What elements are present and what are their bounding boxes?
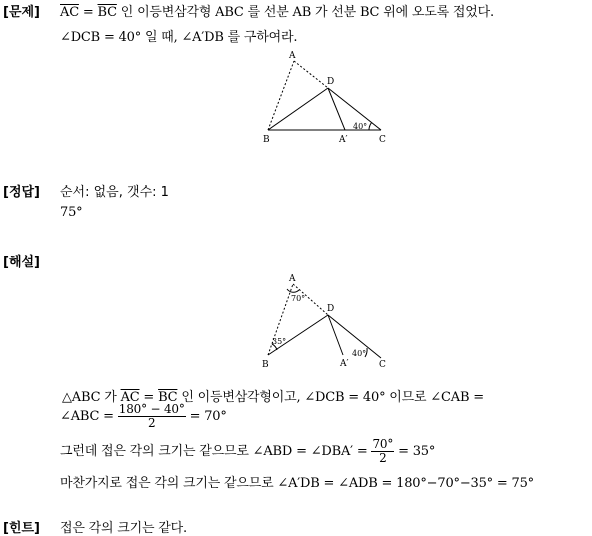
edge-bd bbox=[268, 88, 328, 130]
solution-line-2-prefix: ∠ABC = bbox=[60, 409, 118, 424]
segment-bc: $\overline{BC}$ bbox=[158, 390, 178, 405]
equals-sign: = bbox=[139, 390, 159, 405]
solution-line-3 bbox=[60, 438, 435, 465]
angle-c-label: 40° bbox=[352, 349, 367, 358]
angle-b-label: 35° bbox=[272, 337, 287, 346]
fraction-denominator: 2 bbox=[147, 416, 156, 430]
problem-line-1 bbox=[60, 1, 494, 20]
segment-ac: $\overline{AC}$ bbox=[120, 390, 140, 405]
label-c: C bbox=[379, 360, 386, 370]
edge-ad-dotted bbox=[294, 61, 328, 88]
answer-label: [정답] bbox=[3, 185, 40, 200]
fraction-numerator: 180° − 40° bbox=[118, 402, 185, 416]
solution-line-2 bbox=[60, 403, 227, 430]
fraction-denominator: 2 bbox=[379, 451, 387, 465]
problem-text-rest: 인 이등변삼각형 ABC 를 선분 AB 가 선분 BC 위에 오도록 접었다. bbox=[116, 5, 494, 20]
label-b: B bbox=[263, 135, 270, 145]
solution-line-4: 마찬가지로 접은 각의 크기는 같으므로 ∠A′DB = ∠ADB = 180°−70°−35° = 75° bbox=[60, 476, 534, 491]
solution-line-3-suffix: = 35° bbox=[398, 444, 436, 459]
equals-sign: = bbox=[78, 5, 98, 20]
label-d: D bbox=[327, 304, 335, 314]
solution-line-3-prefix: 그런데 접은 각의 크기는 같으므로 ∠ABD = ∠DBA′ = bbox=[60, 444, 372, 459]
segment-bc: $\overline{BC}$ bbox=[97, 5, 117, 20]
label-a: A bbox=[289, 51, 296, 61]
hint-label: [힌트] bbox=[3, 521, 40, 536]
problem-label: [문제] bbox=[3, 5, 40, 20]
solution-line-1-prefix: △ABC 가 bbox=[62, 390, 121, 405]
segment-ac: $\overline{AC}$ bbox=[60, 5, 79, 20]
answer-value: 75° bbox=[60, 205, 83, 220]
label-a-prime: A′ bbox=[339, 135, 348, 145]
problem-figure bbox=[255, 48, 395, 148]
hint-text: 접은 각의 크기는 같다. bbox=[60, 521, 187, 536]
fraction-numerator: 70° bbox=[372, 437, 394, 451]
angle-arc-a bbox=[287, 289, 299, 292]
angle-c-label: 40° bbox=[353, 122, 368, 131]
fraction bbox=[118, 403, 186, 430]
label-b: B bbox=[262, 360, 269, 370]
label-a-prime: A′ bbox=[340, 359, 349, 369]
label-d: D bbox=[327, 77, 335, 87]
solution-label: [해설] bbox=[3, 255, 40, 270]
edge-ba-dotted bbox=[268, 61, 294, 130]
problem-line-2: ∠DCB = 40° 일 때, ∠A′DB 를 구하여라. bbox=[60, 30, 298, 45]
angle-a-label: 70° bbox=[291, 294, 306, 303]
solution-line-2-suffix: = 70° bbox=[189, 409, 227, 424]
solution-line-1-rest: 인 이등변삼각형이고, ∠DCB = 40° 이므로 ∠CAB = bbox=[177, 390, 484, 405]
label-a: A bbox=[289, 274, 296, 284]
answer-meta: 순서: 없음, 갯수: 1 bbox=[60, 185, 169, 200]
angle-arc-c bbox=[369, 123, 372, 131]
solution-figure bbox=[255, 270, 395, 372]
fraction bbox=[371, 438, 394, 465]
label-c: C bbox=[379, 135, 386, 145]
